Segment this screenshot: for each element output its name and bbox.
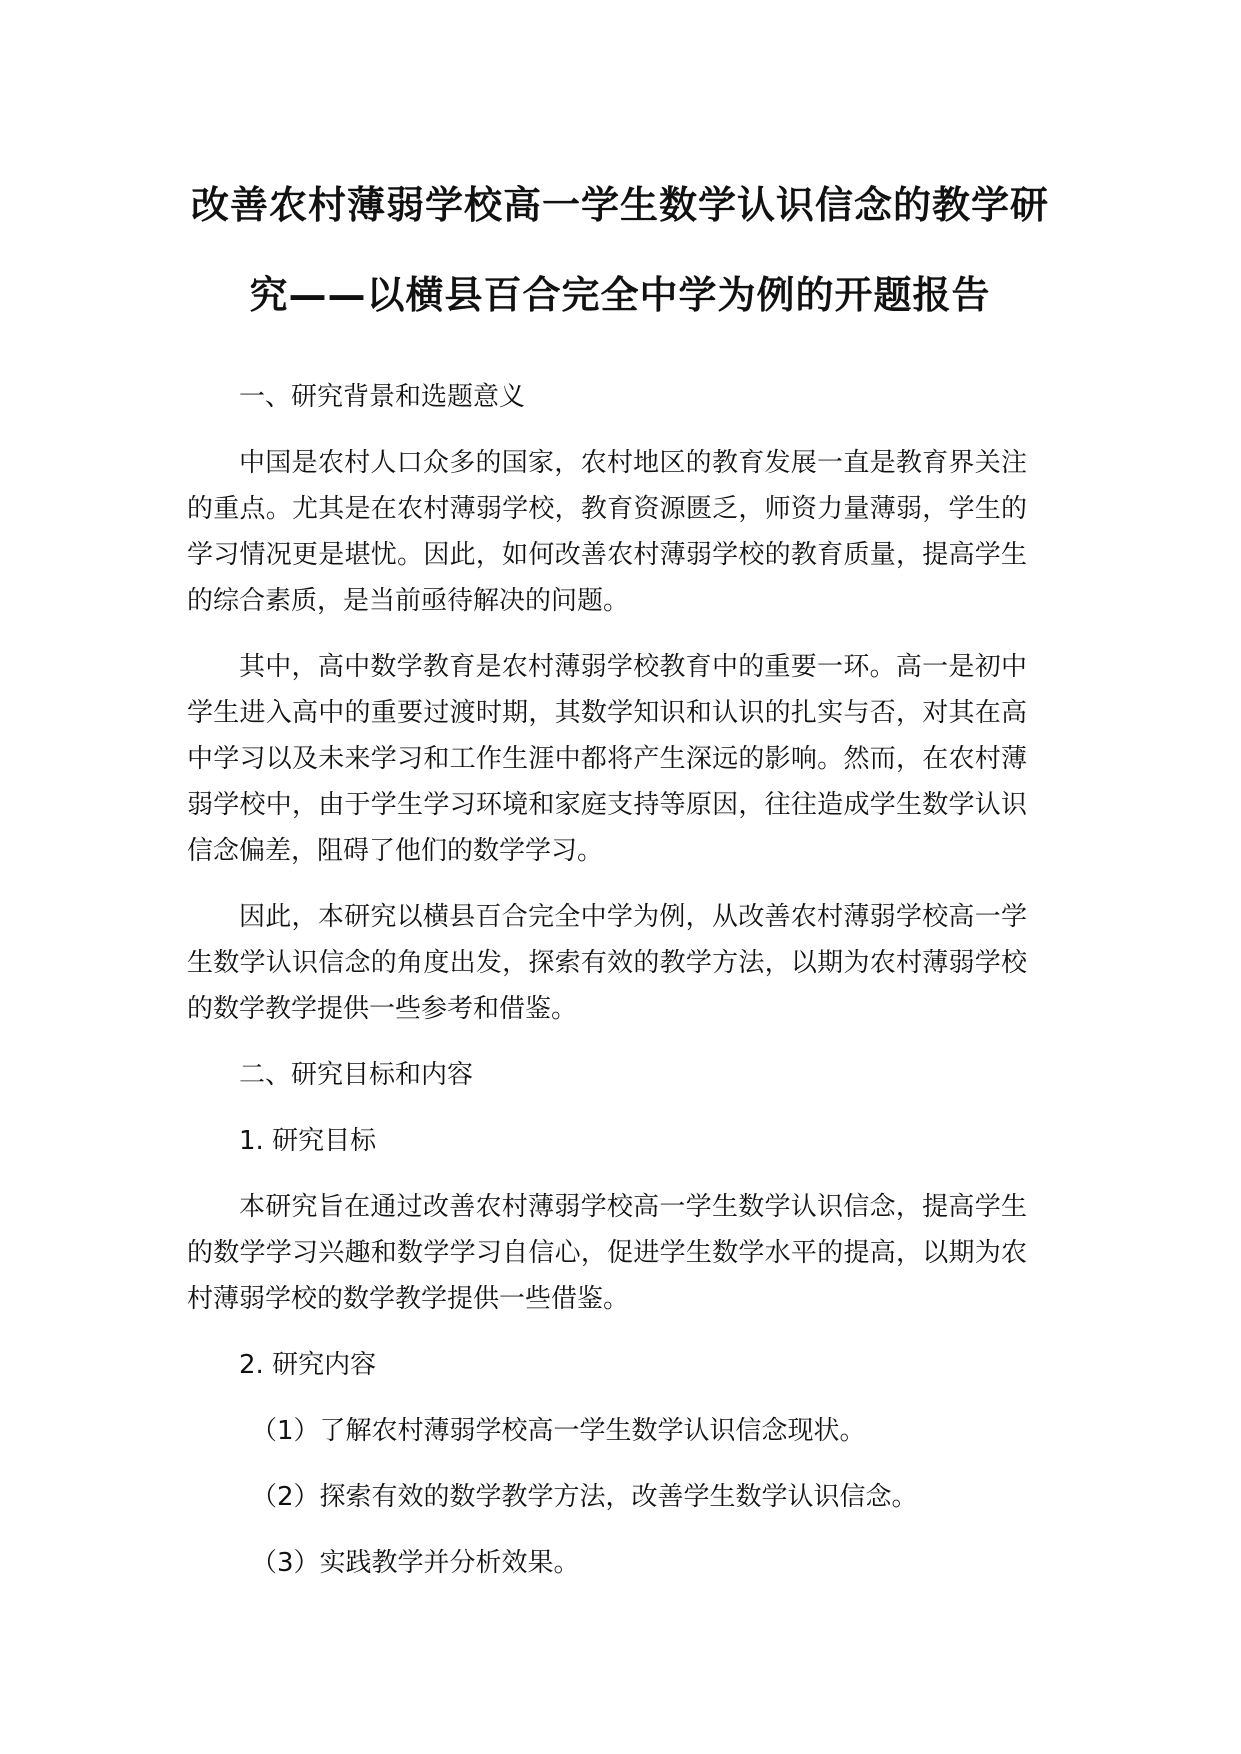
content-item-3: （3）实践教学并分析效果。 (251, 1548, 580, 1578)
section-1-paragraph-1: 中国是农村人口众多的国家，农村地区的教育发展一直是教育界关注的重点。尤其是在农村薄弱学校，教育资源匮乏，师资力量薄弱，学生的学习情况更是堪忧。因此，如何改善农村薄弱学校的教育质量，提高学生的综合素质，是当前亟待解决的问题。 (187, 448, 1027, 616)
content-item-1: （1）了解农村薄弱学校高一学生数学认识信念现状。 (251, 1416, 866, 1446)
section-1-paragraph-2: 其中，高中数学教育是农村薄弱学校教育中的重要一环。高一是初中学生进入高中的重要过渡时期，其数学知识和认识的扎实与否，对其在高中学习以及未来学习和工作生涯中都将产生深远的影响。然而，在农村薄弱学校中，由于学生学习环境和家庭支持等原因，往往造成学生数学认识信念偏差，阻碍了他们的数学学习。 (187, 652, 1027, 866)
content-item-2: （2）探索有效的数学教学方法，改善学生数学认识信念。 (251, 1482, 918, 1512)
section-1-heading: 一、研究背景和选题意义 (239, 382, 526, 412)
goal-paragraph: 本研究旨在通过改善农村薄弱学校高一学生数学认识信念，提高学生的数学学习兴趣和数学学习自信心，促进学生数学水平的提高，以期为农村薄弱学校的数学教学提供一些借鉴。 (187, 1192, 1027, 1314)
section-2-heading: 二、研究目标和内容 (239, 1060, 474, 1090)
goal-heading: 1. 研究目标 (239, 1126, 377, 1156)
document-body (187, 374, 1027, 1606)
document-title (150, 160, 1090, 340)
title-line-2: 究——以横县百合完全中学为例的开题报告 (249, 273, 991, 317)
section-1-paragraph-3: 因此，本研究以横县百合完全中学为例，从改善农村薄弱学校高一学生数学认识信念的角度出发，探索有效的教学方法，以期为农村薄弱学校的数学教学提供一些参考和借鉴。 (187, 902, 1027, 1024)
content-heading: 2. 研究内容 (239, 1350, 377, 1380)
title-line-1: 改善农村薄弱学校高一学生数学认识信念的教学研 (190, 183, 1049, 227)
